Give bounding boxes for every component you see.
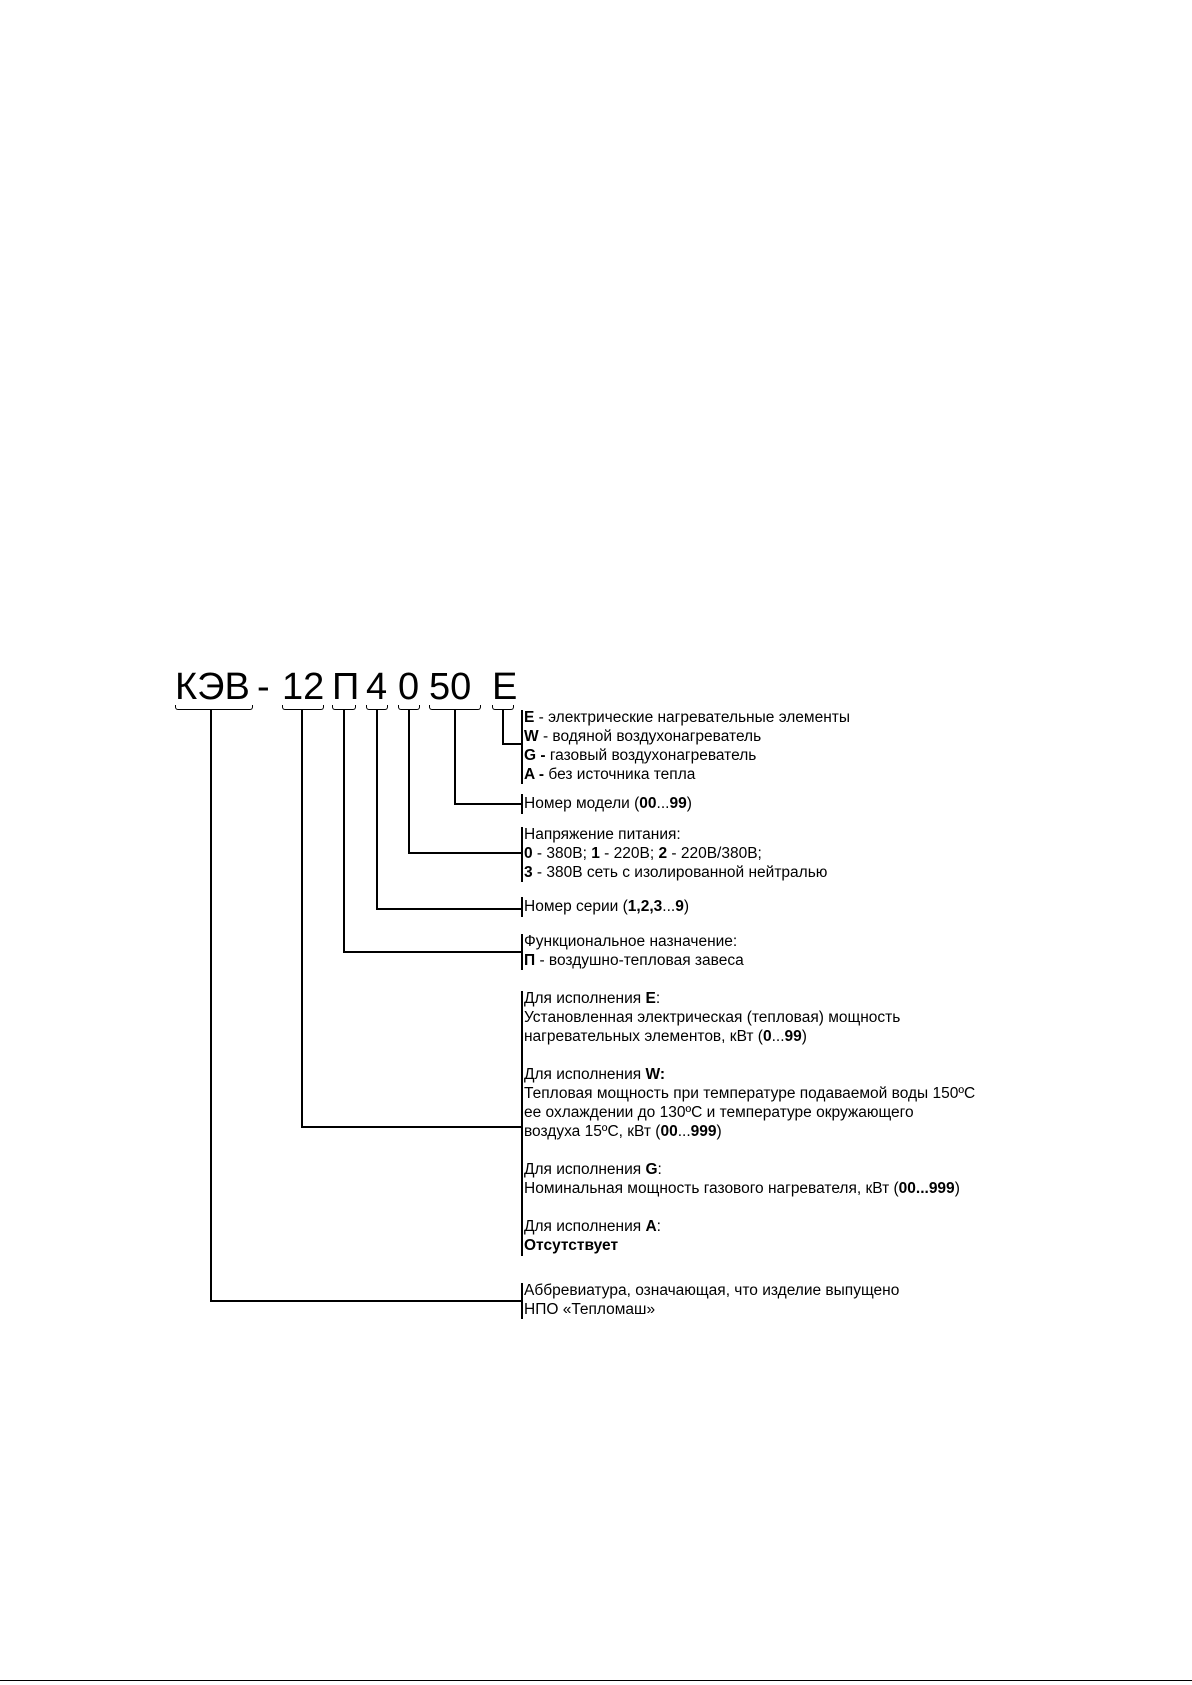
leader-function-v — [343, 709, 345, 952]
code-dash: - — [257, 666, 270, 708]
leader-voltage-h — [408, 852, 522, 854]
leader-series-v — [376, 709, 378, 909]
code-heat: E — [492, 666, 518, 708]
bar-power — [521, 991, 523, 1256]
code-voltage: 0 — [398, 666, 420, 708]
heat-source-legend: E - электрические нагревательные элементы W - водяной воздухонагреватель G - газовый воздухонагреватель A - без источника тепла — [524, 709, 850, 783]
leader-heat-h — [502, 743, 522, 745]
leader-prefix-v — [210, 709, 212, 1301]
leader-function-h — [343, 951, 522, 953]
bar-voltage — [521, 827, 523, 882]
model-legend: Номер модели (00...99) — [524, 795, 692, 812]
bracket-power — [282, 705, 324, 710]
leader-power-h — [301, 1126, 522, 1128]
series-legend: Номер серии (1,2,3...9) — [524, 898, 689, 915]
bar-series — [521, 897, 523, 917]
leader-power-v — [301, 709, 303, 1127]
bar-model — [521, 794, 523, 814]
code-function: П — [332, 666, 360, 708]
code-prefix: КЭВ — [175, 666, 250, 708]
code-series: 4 — [366, 666, 388, 708]
bracket-prefix — [175, 705, 253, 710]
function-legend: Функциональное назначение: П - воздушно-тепловая завеса — [524, 933, 744, 969]
code-model: 50 — [429, 666, 472, 708]
leader-model-v — [454, 709, 456, 804]
leader-heat-v — [502, 709, 504, 744]
power-legend: Для исполнения E: Установленная электрическая (тепловая) мощность нагревательных элементов, кВт (0...99) Для исполнения W: Тепловая мощность при температуре подаваемой воды 150ºС ее охлаждении до 130ºС и температуре окружающего воздуха 15ºС, кВт (00...999) Для исполнения G: Номинальная мощность газового нагревателя, кВт (00...999) Для исполнения A: Отсутствует — [524, 990, 976, 1254]
bar-prefix — [521, 1283, 523, 1319]
prefix-legend: Аббревиатура, означающая, что изделие выпущено НПО «Тепломаш» — [524, 1282, 900, 1318]
bar-heat — [521, 710, 523, 784]
leader-model-h — [454, 803, 522, 805]
bar-function — [521, 934, 523, 970]
page-bottom-rule — [0, 1680, 1192, 1681]
leader-series-h — [376, 908, 522, 910]
leader-prefix-h — [210, 1300, 522, 1302]
code-power: 12 — [282, 666, 325, 708]
leader-voltage-v — [408, 709, 410, 853]
voltage-legend: Напряжение питания: 0 - 380В; 1 - 220В; 2 - 220В/380В; 3 - 380В сеть с изолированной нейтралью — [524, 826, 828, 881]
